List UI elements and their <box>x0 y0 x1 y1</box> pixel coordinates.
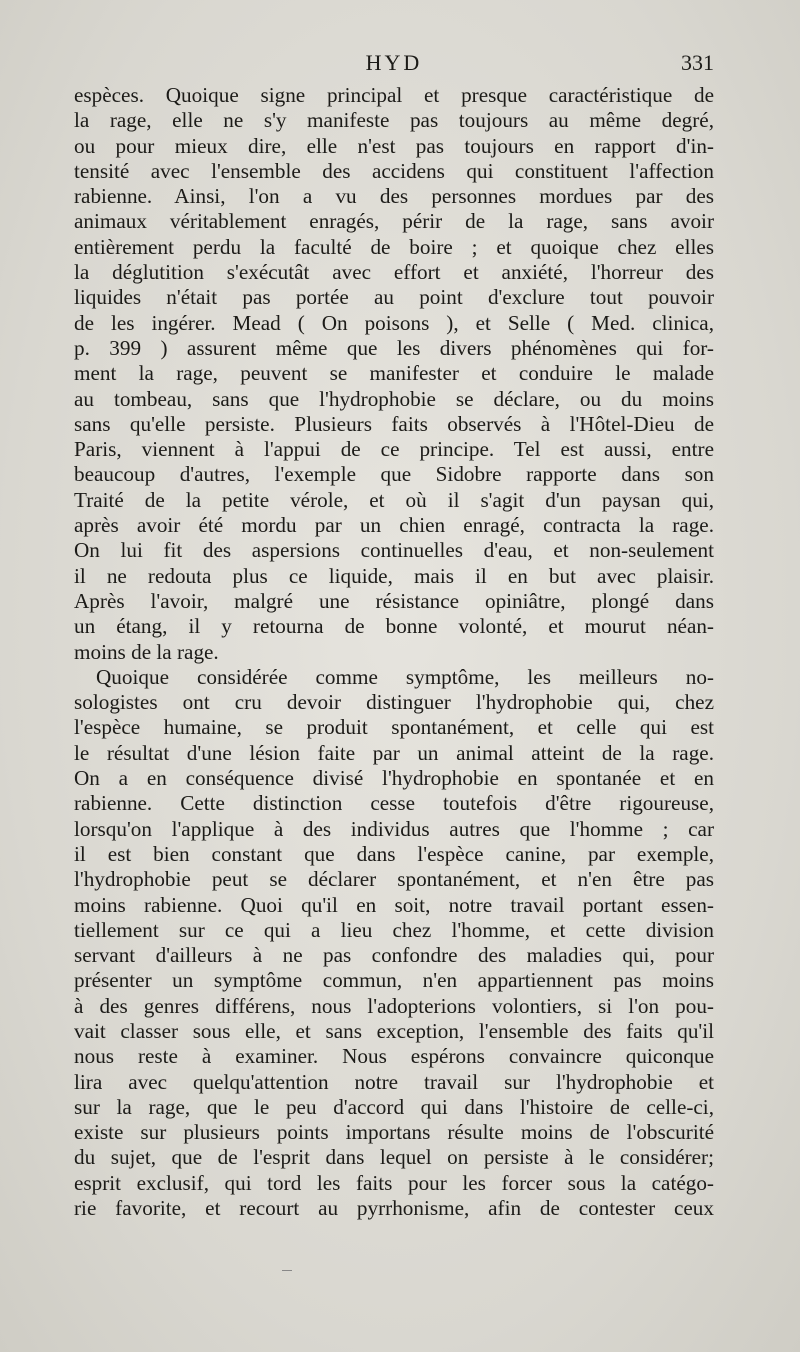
text-line: sans qu'elle persiste. Plusieurs faits observés à l'Hôtel-Dieu de <box>74 411 714 436</box>
text-line: présenter un symptôme commun, n'en appartiennent pas moins <box>74 968 714 993</box>
text-line: tensité avec l'ensemble des accidens qui constituent l'affection <box>74 158 714 183</box>
text-line: ment la rage, peuvent se manifester et conduire le malade <box>74 361 714 386</box>
text-line: tiellement sur ce qui a lieu chez l'homme, et cette division <box>74 917 714 942</box>
text-line: On lui fit des aspersions continuelles d'eau, et non-seulement <box>74 538 714 563</box>
running-head: HYD <box>365 50 423 75</box>
text-line: Traité de la petite vérole, et où il s'agit d'un paysan qui, <box>74 487 714 512</box>
text-line: Après l'avoir, malgré une résistance opiniâtre, plongé dans <box>74 588 714 613</box>
text-line: un étang, il y retourna de bonne volonté, et mourut néan- <box>74 614 714 639</box>
text-line: il est bien constant que dans l'espèce canine, par exemple, <box>74 841 714 866</box>
text-line: au tombeau, sans que l'hydrophobie se déclare, ou du moins <box>74 386 714 411</box>
text-line: esprit exclusif, qui tord les faits pour les forcer sous la catégo- <box>74 1170 714 1195</box>
text-line: espèces. Quoique signe principal et presque caractéristique de <box>74 83 714 107</box>
text-line: l'hydrophobie peut se déclarer spontanément, et n'en être pas <box>74 867 714 892</box>
text-line: vait classer sous elle, et sans exception, l'ensemble des faits qu'il <box>74 1018 714 1043</box>
text-line: nous reste à examiner. Nous espérons convaincre quiconque <box>74 1044 714 1069</box>
text-line: p. 399 ) assurent même que les divers phénomènes qui for- <box>74 335 714 360</box>
text-line: moins rabienne. Quoi qu'il en soit, notre travail portant essen- <box>74 892 714 917</box>
text-line: lorsqu'on l'applique à des individus autres que l'homme ; car <box>74 816 714 841</box>
text-line: de les ingérer. Mead ( On poisons ), et Selle ( Med. clinica, <box>74 310 714 335</box>
text-line: l'espèce humaine, se produit spontanément, et celle qui est <box>74 715 714 740</box>
text-line: il ne redouta plus ce liquide, mais il en but avec plaisir. <box>74 563 714 588</box>
text-line: sologistes ont cru devoir distinguer l'hydrophobie qui, chez <box>74 690 714 715</box>
text-line: ou pour mieux dire, elle n'est pas toujours en rapport d'in- <box>74 133 714 158</box>
text-line: à des genres différens, nous l'adopterions volontiers, si l'on pou- <box>74 993 714 1018</box>
page-header <box>74 50 714 80</box>
text-line: liquides n'était pas portée au point d'exclure tout pouvoir <box>74 285 714 310</box>
text-line: entièrement perdu la faculté de boire ; et quoique chez elles <box>74 234 714 259</box>
text-line: après avoir été mordu par un chien enragé, contracta la rage. <box>74 513 714 538</box>
text-line: rabienne. Ainsi, l'on a vu des personnes mordues par des <box>74 184 714 209</box>
text-line: rie favorite, et recourt au pyrrhonisme, afin de contester ceux <box>74 1196 714 1221</box>
text-line: la déglutition s'exécutât avec effort et anxiété, l'horreur des <box>74 260 714 285</box>
text-line: animaux véritablement enragés, périr de la rage, sans avoir <box>74 209 714 234</box>
text-line: Quoique considérée comme symptôme, les meilleurs no- <box>96 664 714 689</box>
text-line: beaucoup d'autres, l'exemple que Sidobre rapporte dans son <box>74 462 714 487</box>
text-line: moins de la rage. <box>74 639 219 664</box>
text-line: rabienne. Cette distinction cesse toutefois d'être rigoureuse, <box>74 791 714 816</box>
printer-mark <box>282 1270 292 1271</box>
text-line: On a en conséquence divisé l'hydrophobie en spontanée et en <box>74 766 714 791</box>
page-number: 331 <box>681 50 714 75</box>
text-line: du sujet, que de l'esprit dans lequel on persiste à le considérer; <box>74 1145 714 1170</box>
text-line: la rage, elle ne s'y manifeste pas toujours au même degré, <box>74 108 714 133</box>
text-line: sur la rage, que le peu d'accord qui dans l'histoire de celle-ci, <box>74 1094 714 1119</box>
text-line: lira avec quelqu'attention notre travail sur l'hydrophobie et <box>74 1069 714 1094</box>
text-line: existe sur plusieurs points importans résulte moins de l'obscurité <box>74 1120 714 1145</box>
text-line: servant d'ailleurs à ne pas confondre des maladies qui, pour <box>74 943 714 968</box>
text-line: le résultat d'une lésion faite par un animal atteint de la rage. <box>74 740 714 765</box>
text-line: Paris, viennent à l'appui de ce principe. Tel est aussi, entre <box>74 437 714 462</box>
body-text <box>74 83 714 1221</box>
